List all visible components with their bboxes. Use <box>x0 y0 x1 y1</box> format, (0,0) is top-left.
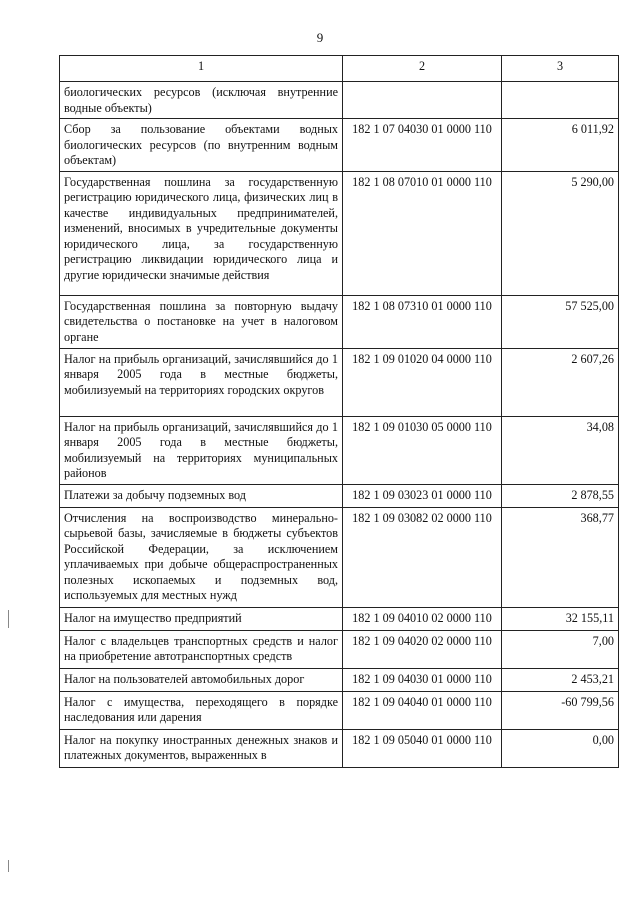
row-amount: 368,77 <box>502 507 619 607</box>
table-row <box>60 295 619 348</box>
row-amount: 6 011,92 <box>502 119 619 172</box>
row-code: 182 1 09 04040 01 0000 110 <box>343 691 502 729</box>
table-row <box>60 630 619 668</box>
row-code <box>343 82 502 119</box>
row-code: 182 1 09 01020 04 0000 110 <box>343 348 502 416</box>
row-amount: 34,08 <box>502 416 619 484</box>
row-amount: 32 155,11 <box>502 607 619 630</box>
table-row <box>60 507 619 607</box>
row-code: 182 1 07 04030 01 0000 110 <box>343 119 502 172</box>
row-code: 182 1 09 01030 05 0000 110 <box>343 416 502 484</box>
table-row <box>60 668 619 691</box>
row-description: Налог на имущество предприятий <box>60 607 343 630</box>
page-number: 9 <box>316 30 324 45</box>
row-description: Государственная пошлина за повторную выдачу свидетельства о постановке на учет в налоговом органе <box>60 295 343 348</box>
row-amount: 57 525,00 <box>502 295 619 348</box>
row-code: 182 1 09 04020 02 0000 110 <box>343 630 502 668</box>
row-amount: 2 453,21 <box>502 668 619 691</box>
row-code: 182 1 08 07310 01 0000 110 <box>343 295 502 348</box>
column-header-1: 1 <box>60 56 343 82</box>
row-code: 182 1 09 03082 02 0000 110 <box>343 507 502 607</box>
row-description: Государственная пошлина за государственную регистрацию юридического лица, физических лиц в качестве индивидуальных предпринимателей, изменений, вносимых в учредительные документы юридического лица, за государственную регистрацию ликвидации юридического лица и другие юридически значимые действия <box>60 171 343 295</box>
table-row <box>60 348 619 416</box>
table-row <box>60 82 619 119</box>
table-row <box>60 607 619 630</box>
row-description: Платежи за добычу подземных вод <box>60 484 343 507</box>
row-description: Налог с владельцев транспортных средств и налог на приобретение автотранспортных средств <box>60 630 343 668</box>
row-amount: 5 290,00 <box>502 171 619 295</box>
row-description: биологических ресурсов (исключая внутренние водные объекты) <box>60 82 343 119</box>
table-row <box>60 691 619 729</box>
row-code: 182 1 09 05040 01 0000 110 <box>343 729 502 767</box>
table-row <box>60 484 619 507</box>
row-amount: -60 799,56 <box>502 691 619 729</box>
table-row <box>60 729 619 767</box>
scan-margin-mark <box>8 860 9 872</box>
row-description: Сбор за пользование объектами водных биологических ресурсов (по внутренним водным объектам) <box>60 119 343 172</box>
row-code: 182 1 09 04030 01 0000 110 <box>343 668 502 691</box>
row-description: Налог на прибыль организаций, зачислявшийся до 1 января 2005 года в местные бюджеты, мобилизуемый на территориях муниципальных районов <box>60 416 343 484</box>
row-amount: 2 878,55 <box>502 484 619 507</box>
header-row <box>60 56 619 82</box>
row-amount: 0,00 <box>502 729 619 767</box>
row-amount: 2 607,26 <box>502 348 619 416</box>
column-header-3: 3 <box>502 56 619 82</box>
table-row <box>60 119 619 172</box>
row-description: Налог на прибыль организаций, зачислявшийся до 1 января 2005 года в местные бюджеты, мобилизуемый на территориях городских округов <box>60 348 343 416</box>
column-header-2: 2 <box>343 56 502 82</box>
row-code: 182 1 09 04010 02 0000 110 <box>343 607 502 630</box>
scan-margin-mark <box>8 610 9 628</box>
row-description: Налог на пользователей автомобильных дорог <box>60 668 343 691</box>
row-code: 182 1 08 07010 01 0000 110 <box>343 171 502 295</box>
row-description: Отчисления на воспроизводство минерально-сырьевой базы, зачисляемые в бюджеты субъектов Российской Федерации, за исключением уплачиваемых при добыче общераспространенных полезных ископаемых и подземных вод, используемых для местных нужд <box>60 507 343 607</box>
row-amount: 7,00 <box>502 630 619 668</box>
budget-revenue-table <box>59 55 619 768</box>
row-description: Налог на покупку иностранных денежных знаков и платежных документов, выраженных в <box>60 729 343 767</box>
table-row <box>60 171 619 295</box>
row-description: Налог с имущества, переходящего в порядке наследования или дарения <box>60 691 343 729</box>
row-amount <box>502 82 619 119</box>
row-code: 182 1 09 03023 01 0000 110 <box>343 484 502 507</box>
table-row <box>60 416 619 484</box>
